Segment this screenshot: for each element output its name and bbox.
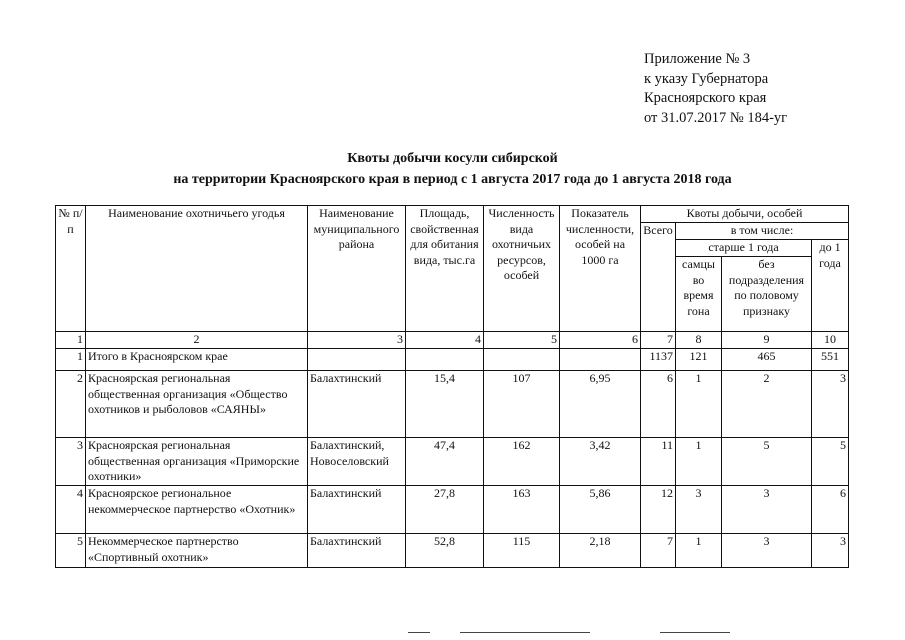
- header-nosex: без подразделения по половому признаку: [722, 257, 812, 332]
- col-number: 9: [722, 332, 812, 349]
- title-line-2: на территории Красноярского края в период с 1 августа 2017 года до 1 августа 2018 года: [173, 172, 732, 187]
- header-area: Площадь, свойственная для обитания вида, тыс.га: [406, 206, 484, 332]
- header-index: Показатель численности, особей на 1000 га: [560, 206, 641, 332]
- appendix-block: [644, 50, 787, 128]
- row-district: Балахтинский: [308, 534, 406, 568]
- header-older: старше 1 года: [676, 240, 812, 257]
- row-nosex: 2: [722, 371, 812, 438]
- appendix-line: от 31.07.2017 № 184-уг: [644, 109, 788, 126]
- table-row: [56, 371, 849, 438]
- row-district: Балахтинский, Новоселовский: [308, 438, 406, 486]
- row-area: 27,8: [406, 486, 484, 534]
- row-count: 115: [484, 534, 560, 568]
- row-name: Красноярское региональное некоммерческое партнерство «Охотник»: [86, 486, 308, 534]
- row-under: 3: [812, 371, 849, 438]
- row-nosex: 5: [722, 438, 812, 486]
- row-males: 121: [676, 349, 722, 371]
- row-name: Красноярская региональная общественная организация «Приморские охотники»: [86, 438, 308, 486]
- col-number: 2: [86, 332, 308, 349]
- row-name: Итого в Красноярском крае: [86, 349, 308, 371]
- row-index: 5,86: [560, 486, 641, 534]
- table-row: [56, 349, 849, 371]
- table-row: [56, 534, 849, 568]
- quota-table: [55, 205, 849, 568]
- row-area: 52,8: [406, 534, 484, 568]
- row-under: 6: [812, 486, 849, 534]
- appendix-line: Приложение № 3: [644, 51, 751, 67]
- row-district: Балахтинский: [308, 486, 406, 534]
- row-count: 107: [484, 371, 560, 438]
- col-number: 1: [56, 332, 86, 349]
- appendix-line: к указу Губернатора: [644, 70, 769, 87]
- row-males: 1: [676, 371, 722, 438]
- row-area: 15,4: [406, 371, 484, 438]
- row-total: 7: [641, 534, 676, 568]
- row-district: Балахтинский: [308, 371, 406, 438]
- row-index: 3,42: [560, 438, 641, 486]
- row-count: 162: [484, 438, 560, 486]
- row-total: 11: [641, 438, 676, 486]
- appendix-line: Красноярского края: [644, 90, 767, 106]
- row-num: 5: [56, 534, 86, 568]
- row-total: 1137: [641, 349, 676, 371]
- row-total: 12: [641, 486, 676, 534]
- col-number: 3: [308, 332, 406, 349]
- header-num: № п/п: [56, 206, 86, 332]
- col-number: 10: [812, 332, 849, 349]
- row-males: 1: [676, 534, 722, 568]
- header-quotas: Квоты добычи, особей: [641, 206, 849, 223]
- col-number: 5: [484, 332, 560, 349]
- header-district: Наименование муниципального района: [308, 206, 406, 332]
- header-total: Всего: [641, 223, 676, 332]
- row-males: 1: [676, 438, 722, 486]
- title-line-1: Квоты добычи косули сибирской: [347, 151, 558, 166]
- col-number: 4: [406, 332, 484, 349]
- row-num: 3: [56, 438, 86, 486]
- row-under: 551: [812, 349, 849, 371]
- col-number: 7: [641, 332, 676, 349]
- row-num: 1: [56, 349, 86, 371]
- row-count: 163: [484, 486, 560, 534]
- table-row: [56, 438, 849, 486]
- header-under: до 1 года: [812, 240, 849, 332]
- header-name: Наименование охотничьего угодья: [86, 206, 308, 332]
- row-index: 2,18: [560, 534, 641, 568]
- row-under: 3: [812, 534, 849, 568]
- row-nosex: 3: [722, 486, 812, 534]
- header-males: самцы во время гона: [676, 257, 722, 332]
- row-males: 3: [676, 486, 722, 534]
- row-name: Некоммерческое партнерство «Спортивный охотник»: [86, 534, 308, 568]
- row-num: 4: [56, 486, 86, 534]
- document-title: [0, 148, 905, 190]
- row-num: 2: [56, 371, 86, 438]
- row-name: Красноярская региональная общественная организация «Общество охотников и рыболовов «САЯНЫ»: [86, 371, 308, 438]
- row-index: 6,95: [560, 371, 641, 438]
- header-including: в том числе:: [676, 223, 849, 240]
- row-total: 6: [641, 371, 676, 438]
- row-nosex: 465: [722, 349, 812, 371]
- col-number: 6: [560, 332, 641, 349]
- table-row: [56, 486, 849, 534]
- row-under: 5: [812, 438, 849, 486]
- col-number: 8: [676, 332, 722, 349]
- row-area: 47,4: [406, 438, 484, 486]
- row-nosex: 3: [722, 534, 812, 568]
- scan-artifact: [400, 632, 730, 634]
- header-count: Численность вида охотничьих ресурсов, особей: [484, 206, 560, 332]
